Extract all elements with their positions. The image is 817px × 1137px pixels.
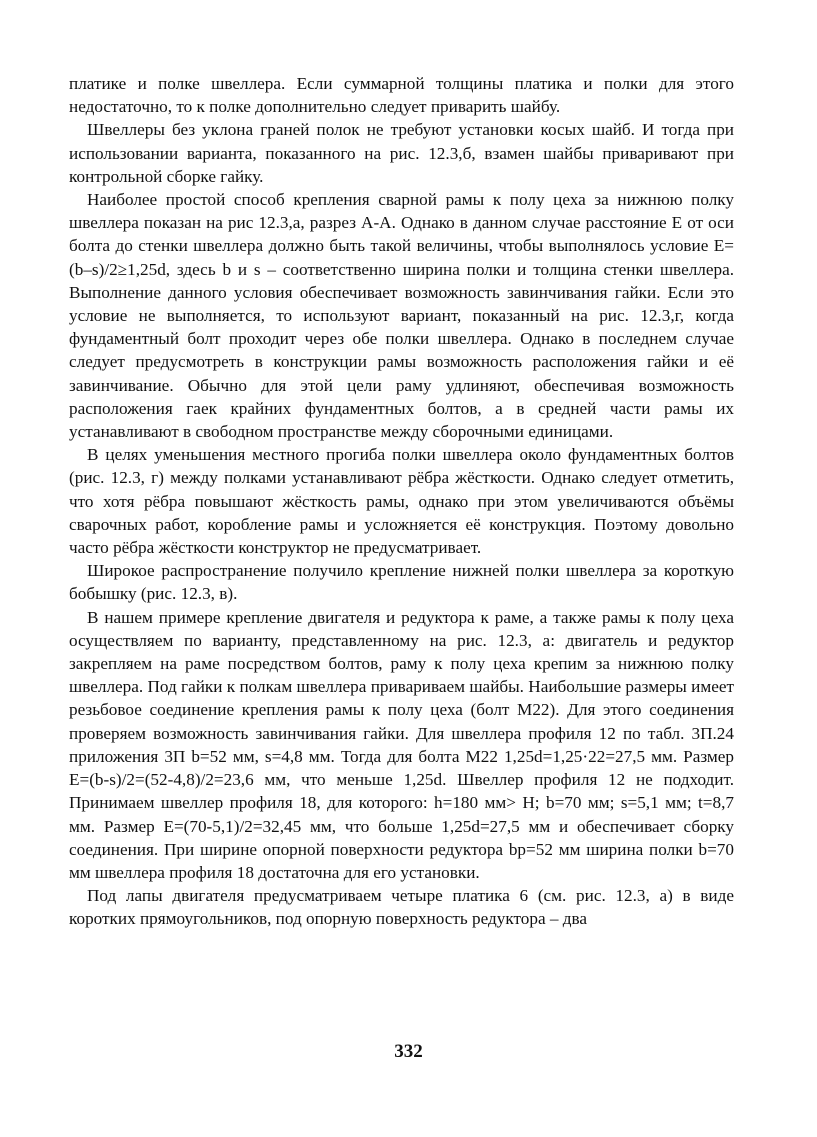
paragraph: платике и полке швеллера. Если суммарной толщины платика и полки для этого недостаточно, то к полке дополнительно следует приварить шайбу. bbox=[69, 74, 734, 117]
page-number: 332 bbox=[394, 1041, 423, 1062]
paragraph: Швеллеры без уклона граней полок не требуют установки косых шайб. И тогда при использовании варианта, показанного на рис. 12.3,б, взамен шайбы приваривают при контрольной сборке гайку. bbox=[69, 120, 734, 186]
paragraph: Под лапы двигателя предусматриваем четыре платика 6 (см. рис. 12.3, а) в виде коротких прямоугольников, под опорную поверхность редуктора – два bbox=[69, 886, 734, 929]
paragraph: В нашем примере крепление двигателя и редуктора к раме, а также рамы к полу цеха осуществляем по варианту, представленному на рис. 12.3, а: двигатель и редуктор закрепляем на раме посредством болтов, раму к полу цеха крепим за нижнюю полку швеллера. Под гайки к полкам швеллера привариваем шайбы. Наибольшие размеры имеет резьбовое соединение крепления рамы к полу цеха (болт М22). Для этого соединения проверяем возможность завинчивания гайки. Для швеллера профиля 12 по табл. 3П.24 приложения 3П b=52 мм, s=4,8 мм. Тогда для болта М22 1,25d=1,25·22=27,5 мм. Размер E=(b-s)/2=(52-4,8)/2=23,6 мм, что меньше 1,25d. Швеллер профиля 12 не подходит. Принимаем швеллер профиля 18, для которого: h=180 мм> H; b=70 мм; s=5,1 мм; t=8,7 мм. Размер E=(70-5,1)/2=32,45 мм, что больше 1,25d=27,5 мм и обеспечивает сборку соединения. При ширине опорной поверхности редуктора bр=52 мм ширина полки b=70 мм швеллера профиля 18 достаточна для его установки. bbox=[69, 607, 734, 882]
paragraph: Широкое распространение получило крепление нижней полки швеллера за короткую бобышку (рис. 12.3, в). bbox=[69, 561, 734, 604]
body-text bbox=[69, 72, 734, 931]
paragraph: В целях уменьшения местного прогиба полки швеллера около фундаментных болтов (рис. 12.3, г) между полками устанавливают рёбра жёсткости. Однако следует отметить, что хотя рёбра повышают жёсткость рамы, однако при этом увеличиваются объёмы сварочных работ, коробление рамы и усложняется её конструкция. Поэтому довольно часто рёбра жёсткости конструктор не предусматривает. bbox=[69, 445, 734, 558]
paragraph: Наиболее простой способ крепления сварной рамы к полу цеха за нижнюю полку швеллера показан на рис 12.3,а, разрез А-А. Однако в данном случае расстояние E от оси болта до стенки швеллера должно быть такой величины, чтобы выполнялось условие E=(b–s)/2≥1,25d, здесь b и s – соответственно ширина полки и толщина стенки швеллера. Выполнение данного условия обеспечивает возможность завинчивания гайки. Если это условие не выполняется, то используют вариант, показанный на рис. 12.3,г, когда фундаментный болт проходит через обе полки швеллера. Однако в последнем случае следует предусмотреть в конструкции рамы возможность расположения гайки и её завинчивание. Обычно для этой цели раму удлиняют, обеспечивая возможность расположения гаек крайних фундаментных болтов, а в средней части рамы их устанавливают в свободном пространстве между сборочными единицами. bbox=[69, 190, 734, 442]
